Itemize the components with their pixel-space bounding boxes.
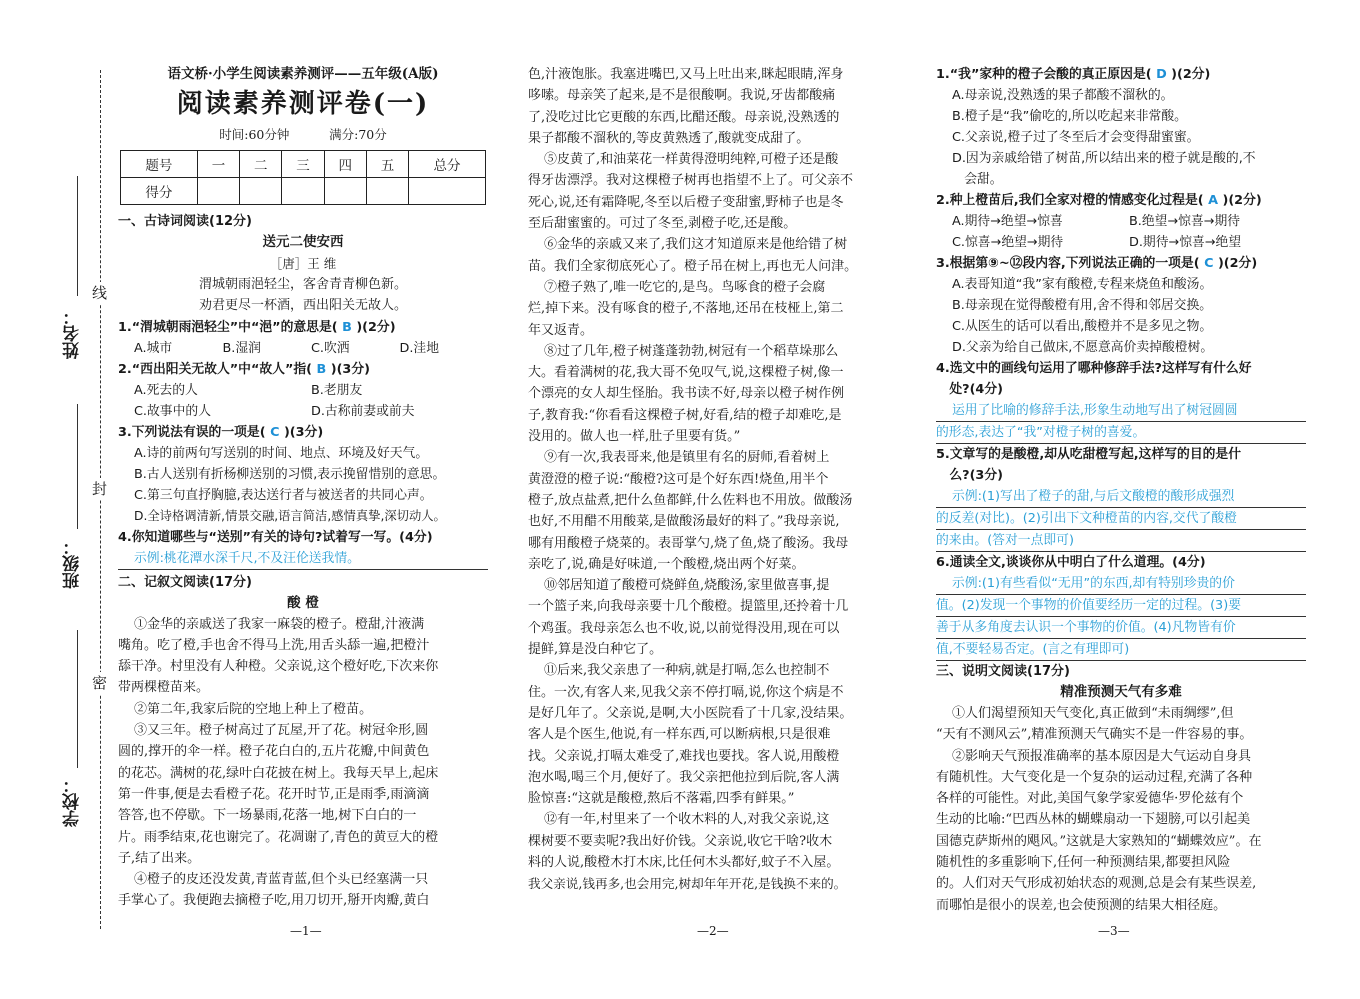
passage-line: 至后甜蜜蜜的。可过了冬至,剥橙子吃,还是酸。 [528, 216, 797, 232]
question-points: )(3分) [330, 361, 370, 377]
option[interactable]: B.古人送别有折杨柳送别的习惯,表示挽留惜别的意思。 [134, 466, 446, 482]
option[interactable]: D.古称前妻或前夫 [311, 403, 415, 419]
score-header-cell: 四 [324, 151, 366, 178]
question-text: 1.“我”家种的橙子会酸的真正原因是( [936, 67, 1152, 82]
answer-line[interactable]: 运用了比喻的修辞手法,形象生动地写出了树冠圆圆 [936, 400, 1306, 422]
passage-line: ④橙子的皮还没发黄,青蓝青蓝,但个头已经塞满一只 [134, 872, 429, 888]
answer-mark: D [1156, 67, 1167, 82]
answer-line[interactable]: 值,不要轻易否定。(言之有理即可) [936, 639, 1306, 661]
option[interactable]: B.橙子是“我”偷吃的,所以吃起来非常酸。 [952, 109, 1187, 124]
answer-line[interactable]: 示例:桃花潭水深千尺,不及汪伦送我情。 [118, 548, 488, 570]
answer-mark: A [1208, 193, 1218, 208]
options-row [118, 401, 488, 422]
score-cell[interactable] [324, 178, 366, 205]
passage-line: ①人们渴望预知天气变化,真正做到“未雨绸缪”,但 [952, 706, 1234, 721]
passage-line: 子,教育我:“你看看这棵橙子树,好看,结的橙子却难吃,是 [528, 407, 842, 423]
answer-line[interactable]: 的反差(对比)。(2)引出下文种橙苗的内容,交代了酸橙 [936, 508, 1306, 530]
options-row [118, 338, 488, 359]
school-field[interactable] [77, 630, 78, 768]
passage-line: ⑦橙子熟了,唯一吃它的,是鸟。鸟啄食的橙子会腐 [544, 279, 826, 295]
question-4: 4.你知道哪些与“送别”有关的诗句?试着写一写。(4分) [118, 529, 433, 545]
answer-line[interactable]: 善于从多角度去认识一个事物的价值。(4)凡物皆有价 [936, 617, 1306, 639]
name-field[interactable] [77, 176, 78, 296]
passage-line: ⑥金华的亲戚又来了,我们这才知道原来是他给错了树 [544, 237, 848, 253]
seal-mark-line: 线 [92, 284, 108, 302]
passage-line: 个漂亮的女人却生怪胎。我书读不好,母亲以橙子树作例 [528, 386, 845, 402]
passage-line: 有随机性。大气变化是一个复杂的运动过程,充满了各种 [936, 769, 1253, 785]
score-cell[interactable] [240, 178, 282, 205]
options-row [936, 232, 1306, 253]
section-heading: 一、古诗词阅读(12分) [118, 214, 252, 229]
poem-author: ［唐］王 维 [269, 256, 337, 271]
options-row [118, 380, 488, 401]
passage-line: 果子都酸不溜秋的,等皮黄熟透了,酸就变成甜了。 [528, 130, 810, 146]
passage-line: ⑨有一次,我表哥来,他是镇里有名的厨师,看着树上 [544, 450, 830, 466]
question-points: )(2分) [1171, 67, 1211, 82]
passage-line: 手掌心了。我便跑去摘橙子吃,用刀切开,掰开肉瓣,黄白 [118, 893, 430, 909]
question-points: )(2分) [1217, 256, 1258, 271]
option[interactable]: B.老朋友 [311, 382, 363, 398]
passage-line: 答答,也不停歇。下一场暴雨,花落一地,树下白白的一 [118, 808, 417, 824]
page-2 [528, 64, 898, 895]
option[interactable]: A.死去的人 [134, 382, 198, 398]
passage-line: 料的人说,酸橙木打木床,比任何木头都好,蚊子不入屋。 [528, 854, 840, 870]
option[interactable]: C.故事中的人 [134, 403, 211, 419]
table-row [121, 151, 486, 178]
question-text: 1.“渭城朝雨浥轻尘”中“浥”的意思是( [118, 319, 338, 335]
question-3 [118, 422, 488, 443]
passage-line: 的。人们对天气形成初始状态的观测,总是会有某些误差, [936, 876, 1257, 892]
score-header-cell: 题号 [121, 151, 198, 178]
score-table [120, 150, 486, 205]
question-5: 5.文章写的是酸橙,却从吃甜橙写起,这样写的目的是什 [936, 447, 1242, 462]
options-row [936, 211, 1306, 232]
passage-line: 我父亲说,钱再多,也会用完,树却年年开花,是钱换不来的。 [528, 876, 847, 892]
passage-line: 泡水喝,喝三个月,便好了。我父亲把他拉到后院,客人满 [528, 769, 840, 785]
answer-line[interactable]: 值。(2)发现一个事物的价值要经历一定的过程。(3)要 [936, 595, 1306, 617]
seal-mark-secret: 密 [92, 674, 108, 692]
page-1 [118, 64, 488, 912]
page-number: —3— [1098, 924, 1130, 938]
question-text: 2.“西出阳关无故人”中“故人”指( [118, 361, 313, 377]
passage-line: 的花芯。满树的花,绿叶白花披在树上。我每天早上,起床 [118, 765, 439, 781]
passage-line: 死心,说,还有霜降呢,冬至以后橙子变甜蜜,野柿子也是冬 [528, 194, 844, 210]
question-points: )(2分) [1222, 193, 1262, 208]
section-heading: 三、说明文阅读(17分) [936, 664, 1070, 679]
answer-line[interactable]: 的来由。(答对一点即可) [936, 530, 1306, 552]
passage-line: ②第二年,我家后院的空地上种上了橙苗。 [134, 701, 373, 717]
poem-line: 渭城朝雨浥轻尘，客舍青青柳色新。 [198, 277, 407, 292]
passage-line: 舔干净。村里没有人种橙。父亲说,这个橙好吃,下次来你 [118, 659, 439, 675]
question-points: )(2分) [356, 319, 396, 335]
question-4-cont: 处?(4分) [936, 382, 1003, 397]
question-text: 3.根据第⑨~⑫段内容,下列说法正确的一项是( [936, 256, 1200, 271]
passage-line: 得牙齿漂浮。我对这棵橙子树再也指望不上了。可父亲不 [528, 173, 854, 189]
option[interactable]: B.绝望→惊喜→期待 [1129, 214, 1241, 229]
option[interactable]: C.吹洒 [311, 340, 350, 356]
question-1 [936, 64, 1306, 85]
score-header-cell: 一 [197, 151, 239, 178]
passage-line: 了,没吃过比它更酸的东西,比醋还酸。母亲说,没熟透的 [528, 109, 840, 125]
series-title: 语文桥·小学生阅读素养测评——五年级(A版) [167, 66, 439, 82]
passage-line: 亲吃了,说,确是好味道,一个酸橙,烧出两个好菜。 [528, 556, 805, 572]
option[interactable]: A.期待→绝望→惊喜 [952, 214, 1063, 229]
table-row [121, 178, 486, 205]
passage-line: ②影响天气预报准确率的基本原因是大气运动自身具 [952, 748, 1252, 764]
option[interactable]: C.第三句直抒胸臆,表达送行者与被送者的共同心声。 [134, 487, 433, 503]
passage-line: 片。雨季结束,花也谢完了。花凋谢了,青色的黄豆大的橙 [118, 829, 439, 845]
passage-line: 个鸡蛋。我母亲怎么也不收,说,以前觉得没用,现在可以 [528, 620, 840, 636]
score-cell[interactable] [282, 178, 324, 205]
question-2 [118, 359, 488, 380]
page-number: —2— [697, 924, 729, 938]
passage-line: 脸惊喜:“这就是酸橙,熬后不落霜,四季有鲜果。” [528, 791, 795, 807]
question-text: 2.种上橙苗后,我们全家对橙的情感变化过程是( [936, 193, 1204, 208]
option[interactable]: D.洼地 [399, 340, 440, 356]
passage-line: ③又三年。橙子树高过了瓦屋,开了花。树冠伞形,圆 [134, 723, 429, 739]
passage-line: 没用的。做人也一样,肚子里要有货。” [528, 429, 741, 445]
answer-line[interactable]: 示例:(1)写出了橙子的甜,与后文酸橙的酸形成强烈 [936, 486, 1306, 508]
passage-line: 棵树要不要卖呢?我出好价钱。父亲说,收它干啥?收木 [528, 833, 833, 849]
passage-line: 客人是个医生,他说,有一样东西,可以断病根,只是很难 [528, 727, 831, 743]
passage-line: 国德克萨斯州的飓风。”这就是大家熟知的“蝴蝶效应”。在 [936, 833, 1262, 849]
passage-line: ⑧过了几年,橙子树蓬蓬勃勃,树冠有一个稻草垛那么 [544, 343, 839, 359]
option[interactable]: B.母亲现在觉得酸橙有用,舍不得和邻居交换。 [952, 298, 1213, 313]
option-continued: 会甜。 [952, 172, 1003, 187]
passage-line: 嘴角。吃了橙,手也舍不得马上洗,用舌头舔一遍,把橙汁 [118, 637, 430, 653]
option[interactable]: D.期待→惊喜→绝望 [1129, 235, 1242, 250]
passage-line: 哪有用酸橙子烧菜的。表哥掌勺,烧了鱼,烧了酸汤。我母 [528, 535, 849, 551]
score-header-cell: 总分 [409, 151, 486, 178]
answer-mark: B [342, 319, 352, 335]
option[interactable]: D.因为亲戚给错了树苗,所以结出来的橙子就是酸的,不 [952, 151, 1256, 166]
score-cell[interactable] [197, 178, 239, 205]
passage-line: 一个篮子来,向我母亲要十几个酸橙。提篮里,还拎着十几 [528, 599, 849, 615]
answer-line[interactable]: 示例:(1)有些看似“无用”的东西,却有特别珍贵的价 [936, 573, 1306, 595]
story-title: 酸 橙 [287, 594, 319, 611]
score-cell[interactable] [366, 178, 408, 205]
passage-line: 第一件事,便是去看橙子花。花开时节,正是雨季,雨滴滴 [118, 786, 430, 802]
answer-mark: C [1204, 256, 1214, 271]
option[interactable]: A.诗的前两句写送别的时间、地点、环境及好天气。 [134, 445, 429, 461]
option[interactable]: A.表哥知道“我”家有酸橙,专程来烧鱼和酸汤。 [952, 277, 1213, 292]
passage-line: 提鲜,算是没白种它了。 [528, 642, 663, 658]
passage-line: 黄澄澄的橙子说:“酸橙?这可是个好东西!烧鱼,用半个 [528, 471, 829, 487]
passage-line: 年又返青。 [528, 322, 594, 338]
binding-strip [0, 0, 112, 999]
article-title: 精准预测天气有多难 [1060, 684, 1182, 700]
question-5-cont: 么?(3分) [936, 468, 1003, 483]
passage-line: 住。一次,有客人来,见我父亲不停打嗝,说,你这个病是不 [528, 684, 844, 700]
score-header-cell: 五 [366, 151, 408, 178]
passage-line: 也好,不用醋不用酸菜,是做酸汤最好的料了。”我母亲说, [528, 514, 840, 530]
passage-line: 苗。我们全家彻底死心了。橙子吊在树上,再也无人问津。 [528, 258, 858, 274]
passage-line: 圆的,撑开的伞一样。橙子花白白的,五片花瓣,中间黄色 [118, 744, 430, 760]
passage-line: ⑤皮黄了,和油菜花一样黄得澄明纯粹,可橙子还是酸 [544, 152, 839, 168]
option[interactable]: C.父亲说,橙子过了冬至后才会变得甜蜜蜜。 [952, 130, 1200, 145]
option[interactable]: C.惊喜→绝望→期待 [952, 235, 1064, 250]
score-cell[interactable] [409, 178, 486, 205]
section-heading: 二、记叙文阅读(17分) [118, 574, 252, 590]
passage-line: ⑪后来,我父亲患了一种病,就是打嗝,怎么也控制不 [544, 663, 830, 679]
class-field[interactable] [77, 404, 78, 529]
answer-mark: B [316, 361, 327, 377]
option[interactable]: C.从医生的话可以看出,酸橙并不是多见之物。 [952, 319, 1213, 334]
answer-mark: C [270, 424, 280, 440]
class-label: 班级： [63, 538, 83, 589]
passage-line: ①金华的亲戚送了我家一麻袋的橙子。橙甜,汁液满 [134, 616, 425, 632]
passage-line: 橙子,放点盐煮,把什么鱼都鲜,什么佐料也不用放。做酸汤 [528, 492, 853, 508]
option[interactable]: D.父亲为给自己做床,不愿意高价卖掉酸橙树。 [952, 340, 1214, 355]
passage-line: 色,汁液饱胀。我塞进嘴巴,又马上吐出来,眯起眼睛,浑身 [528, 67, 844, 82]
name-label: 姓名： [63, 308, 83, 359]
passage-line: 找。父亲说,打嗝太难受了,难找也要找。客人说,用酸橙 [528, 748, 840, 764]
poem-title: 送元二使安西 [262, 234, 344, 250]
option[interactable]: B.湿润 [222, 340, 261, 356]
question-1 [118, 317, 488, 338]
question-2 [936, 190, 1306, 211]
option[interactable]: A.城市 [134, 340, 173, 356]
score-header-cell: 三 [282, 151, 324, 178]
passage-line: “天有不测风云”,精准预测天气确实不是一件容易的事。 [936, 727, 1253, 743]
passage-line: 带两棵橙苗来。 [118, 680, 210, 696]
passage-line: 哆嗦。母亲笑了起来,是不是很酸啊。我说,牙齿都酸痛 [528, 88, 836, 104]
passage-line: 子,结了出来。 [118, 850, 201, 866]
passage-line: 生动的比喻:“巴西丛林的蝴蝶扇动一下翅膀,可以引起美 [936, 812, 1251, 828]
poem-line: 劝君更尽一杯酒，西出阳关无故人。 [198, 298, 407, 314]
page-title: 阅读素养测评卷(一) [176, 89, 430, 119]
option[interactable]: D.全诗格调清新,情景交融,语言简洁,感情真挚,深切动人。 [134, 508, 446, 523]
score-header-cell: 二 [240, 151, 282, 178]
passage-line: ⑩邻居知道了酸橙可烧鲜鱼,烧酸汤,家里做喜事,提 [544, 578, 830, 594]
question-3 [936, 253, 1306, 274]
exam-meta: 时间:60分钟 满分:70分 [219, 127, 387, 142]
question-text: 3.下列说法有误的一项是( [118, 424, 266, 440]
passage-line: 随机性的多重影响下,任何一种预测结果,都要担风险 [936, 855, 1231, 871]
passage-line: 而哪怕是很小的误差,也会使预测的结果大相径庭。 [936, 897, 1227, 913]
page-3 [936, 64, 1306, 916]
passage-line: 是好几年了。父亲说,是啊,大小医院看了十几家,没结果。 [528, 705, 853, 721]
passage-line: 各样的可能性。对此,美国气象学家爱德华·罗伦兹有个 [936, 791, 1244, 807]
option[interactable]: A.母亲说,没熟透的果子都酸不溜秋的。 [952, 88, 1174, 103]
passage-line: 大。看着满树的花,我大哥不免叹气,说,这棵橙子树,像一 [528, 365, 844, 381]
answer-line[interactable]: 的形态,表达了“我”对橙子树的喜爱。 [936, 422, 1306, 444]
seal-mark-seal: 封 [92, 480, 108, 498]
question-points: )(3分) [283, 424, 324, 440]
passage-line: ⑫有一年,村里来了一个收木料的人,对我父亲说,这 [544, 812, 830, 828]
school-label: 学校： [63, 776, 83, 827]
question-4: 4.选文中的画线句运用了哪种修辞手法?这样写有什么好 [936, 361, 1252, 376]
score-row-label: 得分 [121, 178, 198, 205]
page-number: —1— [290, 924, 322, 938]
question-6: 6.通读全文,谈谈你从中明白了什么道理。(4分) [936, 555, 1206, 570]
passage-line: 烂,掉下来。没有啄食的橙子,不落地,还吊在枝桠上,第二 [528, 301, 844, 317]
